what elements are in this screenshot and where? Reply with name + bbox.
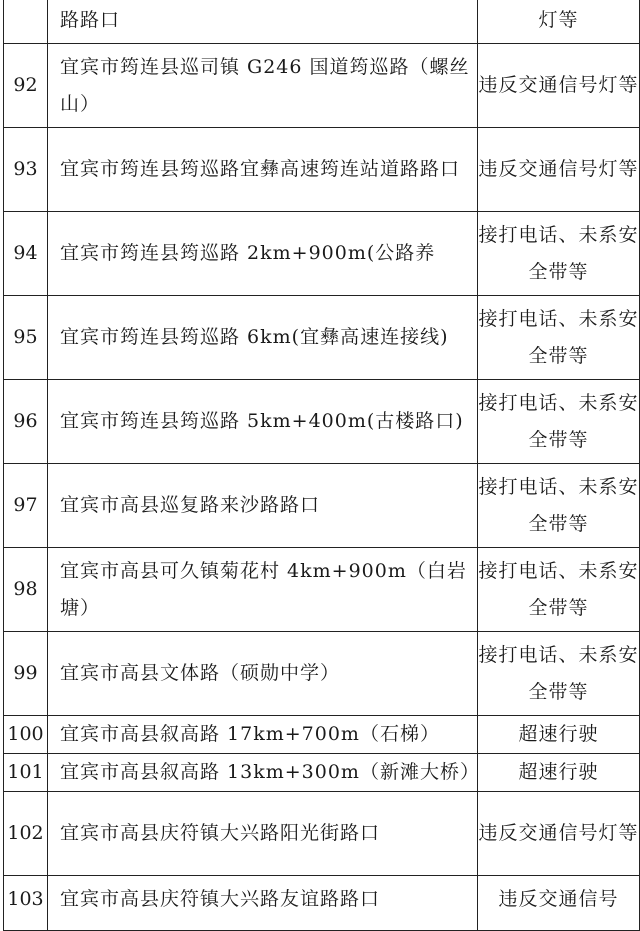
violation-cell: 灯等 [478, 0, 640, 44]
row-number: 92 [4, 44, 48, 128]
location-cell: 宜宾市筠连县筠巡路 6km(宜彝高速连接线) [48, 296, 478, 380]
table-row [4, 548, 640, 632]
table-row [4, 212, 640, 296]
row-number [4, 0, 48, 44]
location-cell: 宜宾市高县庆符镇大兴路阳光街路口 [48, 792, 478, 876]
violation-cell: 超速行驶 [478, 754, 640, 792]
violation-cell: 接打电话、未系安全带等 [478, 548, 640, 632]
row-number: 95 [4, 296, 48, 380]
violation-cell: 接打电话、未系安全带等 [478, 632, 640, 716]
table-row [4, 876, 640, 931]
row-number: 100 [4, 716, 48, 754]
row-number: 99 [4, 632, 48, 716]
enforcement-location-table [3, 0, 640, 931]
row-number: 98 [4, 548, 48, 632]
violation-cell: 违反交通信号灯等 [478, 128, 640, 212]
table-row [4, 44, 640, 128]
location-cell: 宜宾市高县巡复路来沙路路口 [48, 464, 478, 548]
violation-cell: 超速行驶 [478, 716, 640, 754]
location-cell: 宜宾市高县叙高路 13km+300m（新滩大桥） [48, 754, 478, 792]
row-number: 93 [4, 128, 48, 212]
table-row [4, 792, 640, 876]
violation-cell: 接打电话、未系安全带等 [478, 464, 640, 548]
table-row [4, 716, 640, 754]
table-row [4, 296, 640, 380]
row-number: 94 [4, 212, 48, 296]
row-number: 103 [4, 876, 48, 931]
location-cell: 路路口 [48, 0, 478, 44]
violation-cell: 接打电话、未系安全带等 [478, 296, 640, 380]
row-number: 97 [4, 464, 48, 548]
table-row [4, 0, 640, 44]
location-cell: 宜宾市高县叙高路 17km+700m（石梯） [48, 716, 478, 754]
violation-cell: 违反交通信号 [478, 876, 640, 931]
location-cell: 宜宾市高县可久镇菊花村 4km+900m（白岩塘） [48, 548, 478, 632]
table-row [4, 754, 640, 792]
location-cell: 宜宾市筠连县筠巡路 5km+400m(古楼路口) [48, 380, 478, 464]
location-cell: 宜宾市筠连县筠巡路宜彝高速筠连站道路路口 [48, 128, 478, 212]
table-row [4, 380, 640, 464]
row-number: 101 [4, 754, 48, 792]
location-cell: 宜宾市高县庆符镇大兴路友谊路路口 [48, 876, 478, 931]
location-cell: 宜宾市筠连县巡司镇 G246 国道筠巡路（螺丝山） [48, 44, 478, 128]
table-row [4, 632, 640, 716]
table-row [4, 464, 640, 548]
table-row [4, 128, 640, 212]
row-number: 102 [4, 792, 48, 876]
location-cell: 宜宾市高县文体路（硕勋中学） [48, 632, 478, 716]
violation-cell: 违反交通信号灯等 [478, 792, 640, 876]
row-number: 96 [4, 380, 48, 464]
violation-cell: 违反交通信号灯等 [478, 44, 640, 128]
violation-cell: 接打电话、未系安全带等 [478, 212, 640, 296]
violation-cell: 接打电话、未系安全带等 [478, 380, 640, 464]
location-cell: 宜宾市筠连县筠巡路 2km+900m(公路养 [48, 212, 478, 296]
